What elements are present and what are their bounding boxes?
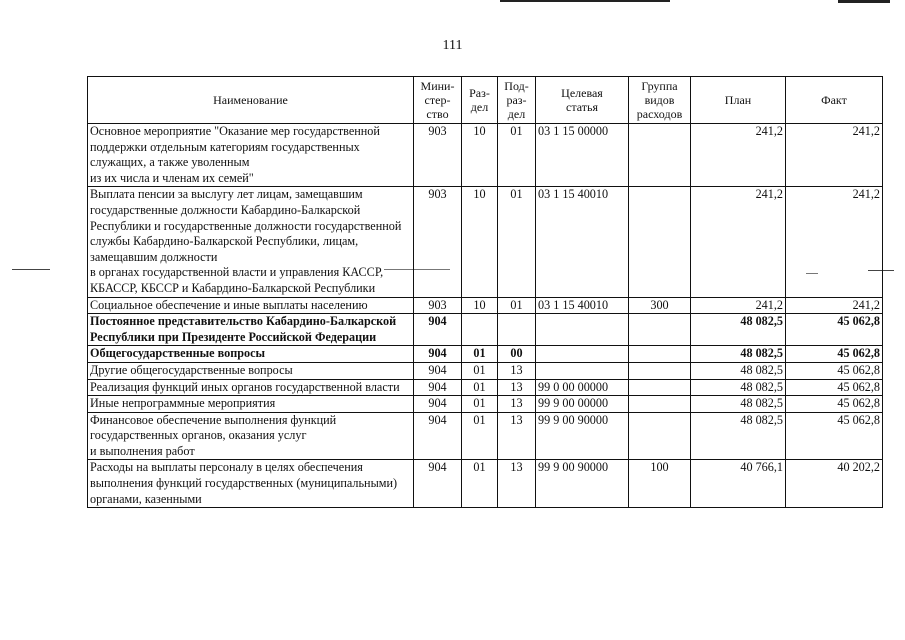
cell-target-article: 03 1 15 40010 xyxy=(536,297,629,314)
cell-section: 01 xyxy=(462,346,498,363)
cell-fact: 241,2 xyxy=(786,124,883,187)
cell-ministry: 904 xyxy=(414,396,462,413)
header-plan: План xyxy=(691,77,786,124)
cell-subsection: 13 xyxy=(498,412,536,460)
cell-plan: 241,2 xyxy=(691,297,786,314)
cell-target-article xyxy=(536,314,629,346)
page-number: 111 xyxy=(442,38,463,53)
table-body xyxy=(88,124,883,508)
header-section: Раз- дел xyxy=(462,77,498,124)
cell-plan: 48 082,5 xyxy=(691,396,786,413)
header-subsection: Под- раз- дел xyxy=(498,77,536,124)
table-row xyxy=(88,362,883,379)
cell-section: 01 xyxy=(462,412,498,460)
header-ministry: Мини- стер- ство xyxy=(414,77,462,124)
cell-target-article: 99 9 00 00000 xyxy=(536,396,629,413)
cell-name: Выплата пенсии за выслугу лет лицам, замещавшим государственные должности Кабардино-Балкарской Республики и государственные должности государственной службы Кабардино-Балкарской Республики, лицам, замещавшим должности в органах государственной власти и управления КАССР, КБАССР, КБССР и Кабардино-Балкарской Республики xyxy=(88,187,414,297)
cell-name: Социальное обеспечение и иные выплаты населению xyxy=(88,297,414,314)
cell-fact: 241,2 xyxy=(786,297,883,314)
cell-section: 10 xyxy=(462,124,498,187)
table-row xyxy=(88,460,883,508)
cell-subsection: 13 xyxy=(498,379,536,396)
cell-section: 01 xyxy=(462,460,498,508)
cell-subsection: 01 xyxy=(498,187,536,297)
cell-fact: 40 202,2 xyxy=(786,460,883,508)
header-expense-group: Группа видов расходов xyxy=(629,77,691,124)
cell-name: Иные непрограммные мероприятия xyxy=(88,396,414,413)
cell-expense-group xyxy=(629,314,691,346)
cell-plan: 48 082,5 xyxy=(691,412,786,460)
table-row xyxy=(88,297,883,314)
cell-expense-group xyxy=(629,362,691,379)
cell-section: 01 xyxy=(462,379,498,396)
cell-expense-group xyxy=(629,187,691,297)
cell-expense-group: 300 xyxy=(629,297,691,314)
cell-fact: 45 062,8 xyxy=(786,362,883,379)
cell-plan: 241,2 xyxy=(691,124,786,187)
cell-section: 01 xyxy=(462,396,498,413)
cell-fact: 45 062,8 xyxy=(786,412,883,460)
cell-section: 10 xyxy=(462,297,498,314)
scan-artifact-top-left xyxy=(500,0,670,2)
cell-subsection: 13 xyxy=(498,396,536,413)
table-header-row xyxy=(88,77,883,124)
cell-plan: 48 082,5 xyxy=(691,314,786,346)
cell-target-article xyxy=(536,346,629,363)
cell-expense-group xyxy=(629,346,691,363)
table-row xyxy=(88,412,883,460)
cell-plan: 241,2 xyxy=(691,187,786,297)
cell-target-article: 99 0 00 00000 xyxy=(536,379,629,396)
cell-name: Постоянное представительство Кабардино-Балкарской Республики при Президенте Российской Федерации xyxy=(88,314,414,346)
table-row xyxy=(88,379,883,396)
cell-fact: 241,2 xyxy=(786,187,883,297)
cell-fact: 45 062,8 xyxy=(786,314,883,346)
cell-fact: 45 062,8 xyxy=(786,346,883,363)
cell-expense-group xyxy=(629,124,691,187)
cell-plan: 48 082,5 xyxy=(691,362,786,379)
header-name: Наименование xyxy=(88,77,414,124)
cell-subsection: 00 xyxy=(498,346,536,363)
header-fact: Факт xyxy=(786,77,883,124)
cell-fact: 45 062,8 xyxy=(786,396,883,413)
cell-plan: 48 082,5 xyxy=(691,379,786,396)
table-row xyxy=(88,124,883,187)
cell-ministry: 903 xyxy=(414,187,462,297)
cell-ministry: 904 xyxy=(414,314,462,346)
cell-section: 01 xyxy=(462,362,498,379)
cell-ministry: 904 xyxy=(414,412,462,460)
cell-expense-group xyxy=(629,396,691,413)
cell-target-article: 03 1 15 40010 xyxy=(536,187,629,297)
cell-target-article: 03 1 15 00000 xyxy=(536,124,629,187)
scan-artifact-top-right xyxy=(838,0,890,3)
cell-name: Основное мероприятие "Оказание мер государственной поддержки отдельным категориям государственных служащих, а также уволенным из их числа и членам их семей" xyxy=(88,124,414,187)
cell-name: Общегосударственные вопросы xyxy=(88,346,414,363)
cell-ministry: 903 xyxy=(414,124,462,187)
cell-name: Реализация функций иных органов государственной власти xyxy=(88,379,414,396)
cell-section: 10 xyxy=(462,187,498,297)
table-row xyxy=(88,187,883,297)
scan-artifact-left-dash xyxy=(12,269,50,270)
cell-ministry: 904 xyxy=(414,362,462,379)
cell-name: Финансовое обеспечение выполнения функций государственных органов, оказания услуг и выполнения работ xyxy=(88,412,414,460)
cell-fact: 45 062,8 xyxy=(786,379,883,396)
cell-ministry: 904 xyxy=(414,460,462,508)
cell-subsection: 13 xyxy=(498,362,536,379)
cell-expense-group xyxy=(629,379,691,396)
cell-plan: 48 082,5 xyxy=(691,346,786,363)
table-row xyxy=(88,396,883,413)
cell-subsection: 01 xyxy=(498,297,536,314)
cell-target-article: 99 9 00 90000 xyxy=(536,460,629,508)
cell-target-article xyxy=(536,362,629,379)
cell-section xyxy=(462,314,498,346)
cell-name: Расходы на выплаты персоналу в целях обеспечения выполнения функций государственных (муниципальными) органами, казенными xyxy=(88,460,414,508)
cell-ministry: 904 xyxy=(414,379,462,396)
header-target-article: Целевая статья xyxy=(536,77,629,124)
cell-subsection xyxy=(498,314,536,346)
cell-subsection: 13 xyxy=(498,460,536,508)
cell-subsection: 01 xyxy=(498,124,536,187)
cell-target-article: 99 9 00 90000 xyxy=(536,412,629,460)
cell-ministry: 903 xyxy=(414,297,462,314)
table-row xyxy=(88,346,883,363)
cell-plan: 40 766,1 xyxy=(691,460,786,508)
cell-expense-group xyxy=(629,412,691,460)
cell-expense-group: 100 xyxy=(629,460,691,508)
budget-table xyxy=(87,76,883,508)
table-row xyxy=(88,314,883,346)
cell-name: Другие общегосударственные вопросы xyxy=(88,362,414,379)
cell-ministry: 904 xyxy=(414,346,462,363)
